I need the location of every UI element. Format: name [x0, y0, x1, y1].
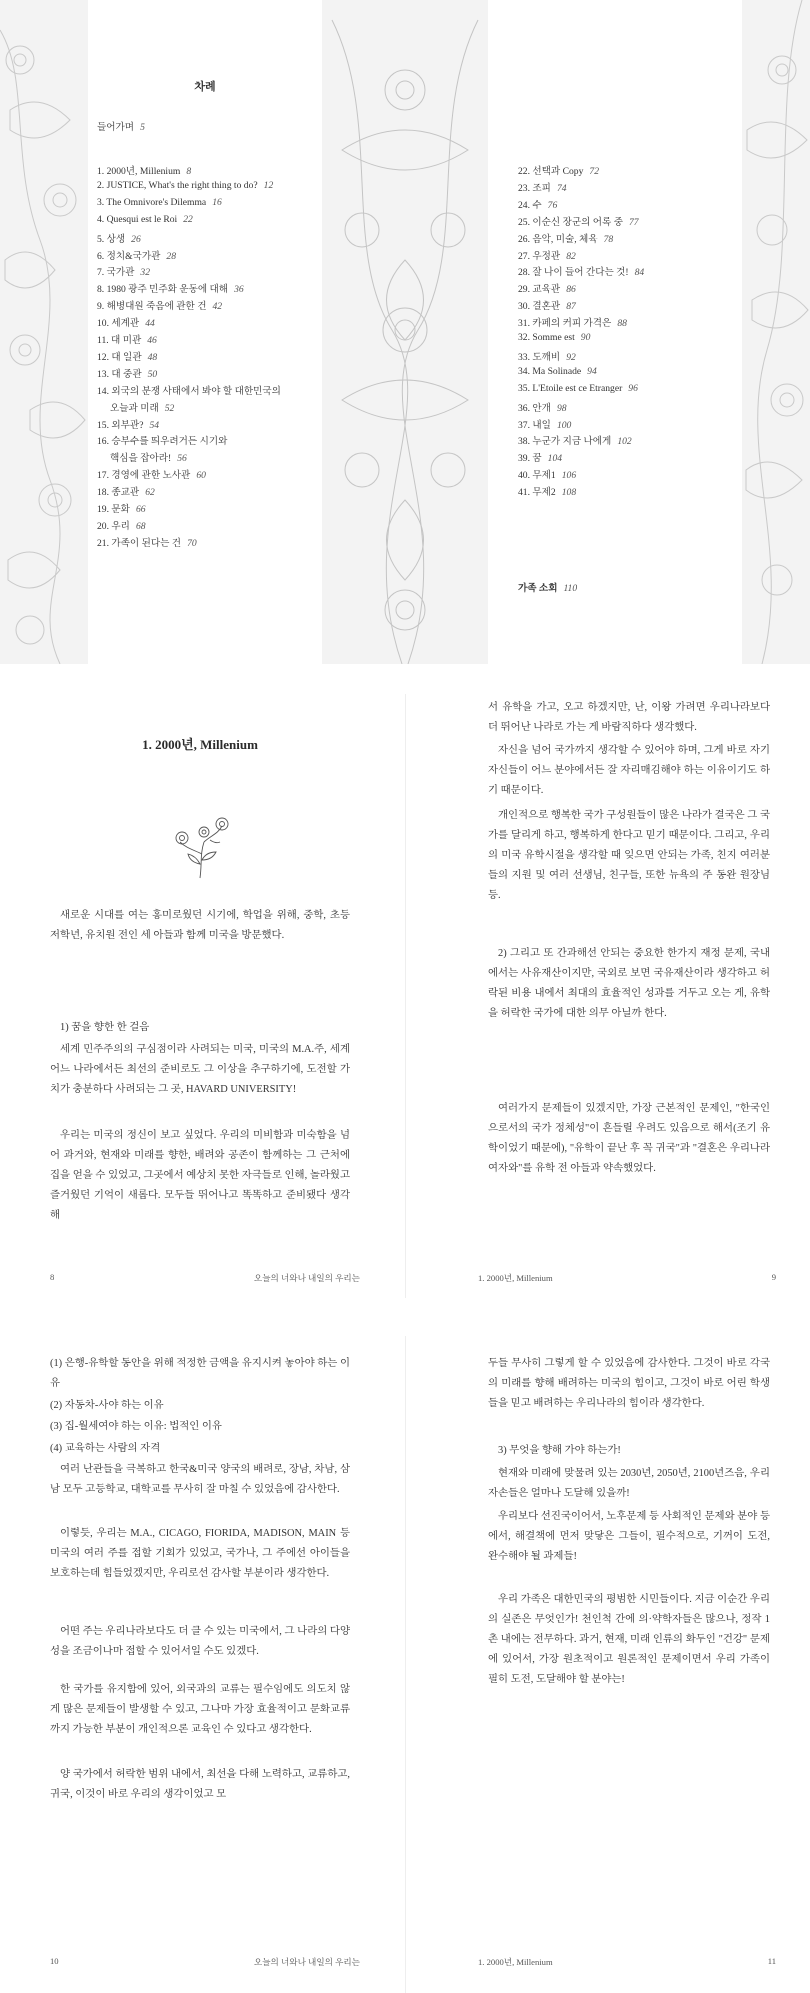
toc-entry-page: 26	[131, 233, 141, 245]
toc-entry-label: 28. 잘 나이 들어 간다는 것!	[518, 267, 629, 279]
body-paragraph: (4) 교육하는 사람의 자격	[50, 1443, 161, 1454]
body-paragraph: 2) 그리고 또 간과해선 안되는 중요한 한가지 재정 문제, 국내에서는 사유재산이지만, 국외로 보면 국유재산이라 생각하고 허락된 비용 내에서 최대의 효율적인 성과를 거두고 오는 게, 유학을 허락한 국가에 대한 의무 아닐까 한다.	[488, 948, 770, 1019]
toc-entry-label: 1. 2000년, Millenium	[97, 166, 181, 177]
toc-entry-page: 77	[629, 216, 639, 228]
toc-entry[interactable]	[97, 248, 176, 262]
toc-entry-page: 68	[135, 520, 146, 532]
toc-entry-label: 24. 수	[518, 199, 542, 211]
toc-entry-label: 14. 외국의 분쟁 사태에서 봐야 할 대한민국의	[97, 385, 281, 397]
toc-entry-page: 42	[212, 301, 223, 313]
toc-entry-label: 4. Quesqui est le Roi	[97, 213, 178, 225]
toc-entry[interactable]	[518, 450, 562, 464]
toc-entry-page: 76	[547, 199, 558, 211]
toc-entry-label: 41. 무제2	[518, 487, 556, 499]
toc-entry[interactable]	[518, 163, 599, 177]
toc-entry[interactable]	[518, 484, 576, 498]
toc-entry-label: 32. Somme est	[518, 332, 575, 343]
page-gutter	[405, 1336, 406, 1993]
toc-entry[interactable]	[97, 180, 273, 191]
toc-entry[interactable]	[97, 366, 157, 380]
toc-entry-label: 18. 종교관	[97, 487, 140, 499]
toc-entry-page: 32	[140, 267, 150, 279]
toc-entry-label: 16. 승부수를 띄우려거든 시기와	[97, 436, 228, 448]
toc-entry-page: 96	[628, 382, 638, 394]
toc-entry[interactable]	[97, 163, 191, 177]
toc-entry-label: 9. 해병대원 죽음에 관한 건	[97, 301, 207, 313]
toc-entry-label: 2. JUSTICE, What's the right thing to do?	[97, 179, 258, 191]
toc-right-page	[488, 0, 742, 664]
page-8	[50, 694, 360, 1298]
toc-entry-page: 56	[177, 453, 187, 465]
toc-entry-page: 78	[603, 233, 614, 245]
toc-entry[interactable]	[97, 298, 222, 312]
toc-entry-label: 3. The Omnivore's Dilemma	[97, 196, 207, 208]
toc-entry-intro[interactable]: 들어가며 5	[97, 122, 145, 133]
toc-entry-label: 39. 꿈	[518, 453, 542, 465]
toc-spread	[0, 0, 810, 664]
toc-entry-label: 10. 세계관	[97, 318, 140, 330]
toc-entry[interactable]	[97, 315, 155, 329]
toc-entry-label: 35. L'Etoile est ce Etranger	[518, 382, 623, 394]
body-paragraph: (2) 자동차-사야 하는 이유	[50, 1400, 164, 1411]
toc-entry-page: 84	[634, 267, 645, 279]
floral-decoration-icon	[322, 0, 488, 664]
page-gutter	[405, 694, 406, 1298]
page-number: 10	[50, 1956, 59, 1966]
toc-entry-page: 106	[561, 470, 577, 482]
body-paragraph: 서 유학을 가고, 오고 하겠지만, 난, 이왕 가려면 우리나라보다 더 뛰어난 나라로 가는 게 바람직하다 생각했다.	[488, 702, 770, 733]
running-header-chapter: 1. 2000년, Millenium	[478, 1957, 553, 1967]
floral-pattern-center	[322, 0, 488, 664]
toc-entry-label: 23. 조피	[518, 182, 551, 194]
toc-entry[interactable]	[97, 501, 146, 515]
toc-entry[interactable]	[97, 467, 206, 481]
floral-pattern-left	[0, 0, 88, 664]
toc-entry-family[interactable]: 가족 소회 110	[518, 583, 578, 594]
toc-entry-page: 46	[147, 335, 157, 346]
toc-entry[interactable]	[97, 417, 159, 431]
toc-entry-label: 11. 대 미관	[97, 335, 142, 346]
toc-entry[interactable]	[97, 214, 193, 225]
toc-entry-label: 38. 누군가 지금 나에게	[518, 436, 612, 448]
page-10	[50, 1336, 360, 1993]
chapter-spread-pages-8-9	[0, 694, 810, 1298]
toc-entry[interactable]	[518, 332, 590, 343]
toc-entry[interactable]	[518, 214, 639, 228]
toc-entry-page: 54	[149, 419, 160, 431]
body-paragraph: 3) 무엇을 향해 가야 하는가!	[498, 1445, 621, 1456]
toc-entry-page: 16	[212, 196, 222, 208]
toc-entry[interactable]	[97, 197, 222, 208]
toc-entry-page: 22	[183, 213, 193, 225]
toc-entry-label: 20. 우리	[97, 520, 130, 532]
toc-entry[interactable]	[518, 281, 576, 295]
toc-entry[interactable]	[518, 366, 597, 377]
page-number: 11	[767, 1956, 776, 1966]
body-paragraph: 한 국가를 유지함에 있어, 외국과의 교류는 필수임에도 의도치 않게 많은 문제들이 발생할 수 있고, 그나마 가장 효율적이고 문화교류까지 가능한 부분이 개인적으론 교육인 수 있다고 생각한다.	[50, 1684, 350, 1735]
toc-entry-page: 74	[556, 182, 567, 194]
toc-entry-page: 8	[186, 166, 192, 177]
toc-entry-label: 21. 가족이 된다는 건	[97, 537, 182, 549]
body-paragraph: 이렇듯, 우리는 M.A., CICAGO, FIORIDA, MADISON, MAIN 등 미국의 여러 주를 접할 기회가 있었고, 국가나, 그 주에선 아이들을 보호하는데 힘들었겠지만, 우리로선 감사할 부분이라 생각한다.	[50, 1528, 350, 1579]
toc-entry-label: 25. 이순신 장군의 어록 중	[518, 216, 623, 228]
toc-entry-page: 82	[566, 250, 576, 262]
toc-entry-label: 5. 상생	[97, 233, 126, 245]
toc-entry[interactable]	[518, 248, 576, 262]
body-paragraph: 양 국가에서 허락한 범위 내에서, 최선을 다해 노력하고, 교류하고, 귀국, 이것이 바로 우리의 생각이었고 모	[50, 1769, 350, 1800]
running-header-book-title: 오늘의 너와나 내일의 우리는	[253, 1273, 360, 1283]
toc-entry-label: 40. 무제1	[518, 470, 556, 482]
toc-entry[interactable]	[97, 231, 141, 245]
toc-entry-label: 오늘과 미래	[110, 402, 159, 414]
toc-entry[interactable]	[518, 349, 576, 363]
toc-entry[interactable]	[518, 383, 638, 394]
toc-entry[interactable]	[97, 281, 244, 295]
toc-entry-label: 30. 결혼관	[518, 301, 561, 313]
toc-entry[interactable]	[97, 535, 197, 549]
floral-pattern-right	[742, 0, 810, 664]
toc-entry-page: 48	[147, 351, 158, 363]
toc-entry-label: 15. 외부관?	[97, 419, 144, 431]
toc-entry-label: 26. 음악, 미술, 체육	[518, 233, 598, 245]
body-paragraph: 우리보다 선진국이어서, 노후문제 등 사회적인 문제와 분야 등에서, 해결책에 먼저 맞닿은 그들이, 필수적으로, 기꺼이 도전, 완수해야 될 과제들!	[488, 1511, 770, 1562]
toc-entry[interactable]	[518, 180, 567, 194]
toc-entry-label: 6. 정치&국가관	[97, 250, 161, 262]
body-paragraph: (3) 집-월세여야 하는 이유: 법적인 이유	[50, 1421, 222, 1432]
toc-entry-label: 36. 안개	[518, 402, 551, 414]
page-number: 9	[771, 1272, 776, 1282]
toc-entry-page: 66	[135, 504, 146, 515]
body-paragraph: 자신을 넘어 국가까지 생각할 수 있어야 하며, 그게 바로 자기 자신들이 어느 분야에서든 잘 자리매김해야 하는 이유이기도 하기 때문이다.	[488, 745, 770, 796]
running-header-chapter: 1. 2000년, Millenium	[478, 1273, 553, 1283]
toc-entry[interactable]	[97, 349, 157, 363]
page-9	[478, 694, 776, 1298]
toc-entry-page: 87	[566, 301, 576, 313]
toc-left-page	[88, 0, 322, 664]
body-paragraph: 개인적으로 행복한 국가 구성원들이 많은 나라가 결국은 그 국가를 달리게 하고, 행복하게 한다고 믿기 때문이다. 그리고, 우리의 미국 유학시절을 생각할 때 잊으면 안되는 가족, 친지 여러분들의 지원 및 여러 선생님, 친구들, 또한 뉴욕의 주 동완 원장님 등.	[488, 810, 770, 901]
toc-entry-label: 12. 대 일관	[97, 351, 142, 363]
toc-entry[interactable]	[97, 450, 187, 464]
toc-entry-page: 94	[587, 365, 597, 377]
toc-entry-label: 7. 국가관	[97, 267, 135, 279]
toc-entry-page: 72	[589, 166, 599, 177]
body-paragraph: 현재와 미래에 맞물려 있는 2030년, 2050년, 2100년즈음, 우리 자손들은 얼마나 도달해 있을까!	[488, 1468, 770, 1499]
floral-decoration-icon	[0, 0, 88, 664]
toc-entry-label: 17. 경영에 관한 노사관	[97, 470, 191, 482]
toc-entry-page: 90	[580, 332, 591, 343]
toc-entry[interactable]	[97, 518, 146, 532]
body-paragraph: 여러 난관들을 극복하고 한국&미국 양국의 배려로, 장남, 차남, 삼남 모두 고등학교, 대학교를 무사히 잘 마칠 수 있었음에 감사한다.	[50, 1464, 350, 1495]
running-header-book-title: 오늘의 너와나 내일의 우리는	[253, 1957, 360, 1967]
toc-entry-page: 60	[196, 470, 206, 482]
toc-entry-label: 37. 내일	[518, 419, 551, 431]
toc-entry-label: 8. 1980 광주 민주화 운동에 대해	[97, 284, 229, 296]
toc-entry-label: 33. 도깨비	[518, 351, 561, 363]
toc-entry-page: 92	[566, 351, 576, 363]
body-paragraph: 1) 꿈을 향한 한 걸음	[60, 1022, 150, 1033]
toc-title: 차례	[194, 81, 216, 93]
toc-entry-page: 88	[617, 318, 627, 330]
toc-entry-label: 19. 문화	[97, 504, 130, 515]
toc-entry[interactable]	[97, 433, 227, 447]
page-11	[478, 1336, 776, 1993]
toc-entry[interactable]	[97, 264, 150, 278]
toc-entry-page: 50	[147, 368, 158, 380]
toc-entry[interactable]	[518, 400, 567, 414]
toc-entry[interactable]	[518, 231, 613, 245]
toc-entry-label: 13. 대 중관	[97, 368, 142, 380]
chapter-spread-pages-10-11	[0, 1336, 810, 1993]
toc-entry[interactable]	[518, 264, 644, 278]
body-paragraph: 우리 가족은 대한민국의 평범한 시민들이다. 지금 이순간 우리의 실존은 무엇인가! 천인척 간에 의·약학자들은 많으나, 정작 1촌 내에는 전무하다. 과거, 현재, 미래 인류의 화두인 "건강" 문제에 있어서, 가장 원초적이고 원론적인 문제이면서 우리 가족이 필히 도전, 도달해야 할 분야는!	[488, 1594, 770, 1685]
toc-entry-label: 22. 선택과 Copy	[518, 166, 584, 177]
toc-entry-label: 31. 카페의 커피 가격은	[518, 318, 612, 330]
toc-entry-page: 36	[234, 284, 244, 296]
toc-entry-page: 102	[617, 436, 632, 448]
body-paragraph: (1) 은행-유학할 동안을 위해 적정한 금액을 유지시켜 놓아야 하는 이유	[50, 1358, 350, 1389]
toc-entry-page: 86	[566, 284, 576, 296]
toc-entry-page: 100	[556, 419, 572, 431]
toc-entry-page: 44	[145, 318, 155, 330]
toc-entry-label: 34. Ma Solinade	[518, 365, 582, 377]
toc-entry-page: 28	[166, 250, 176, 262]
body-paragraph: 어떤 주는 우리나라보다도 더 클 수 있는 미국에서, 그 나라의 다양성을 조금이나마 접할 수 있어서일 수도 있겠다.	[50, 1626, 350, 1657]
toc-entry-label: 핵심을 잡아라!	[110, 453, 172, 465]
body-paragraph: 여러가지 문제들이 있겠지만, 가장 근본적인 문제인, "한국인으로서의 국가 정체성"이 흔들릴 우려도 있음으로 해서(조기 유학이었기 때문에), "유학이 끝난 후 꼭 귀국"과 "결혼은 우리나라 여자와"를 유학 전 아들과 약속했었다.	[488, 1103, 770, 1174]
toc-entry-label: 29. 교육관	[518, 284, 561, 296]
toc-entry[interactable]	[518, 417, 571, 431]
toc-entry-page: 52	[164, 402, 175, 414]
body-paragraph: 우리는 미국의 정신이 보고 싶었다. 우리의 미비함과 미숙함을 넘어 과거와, 현재와 미래를 향한, 배려와 공존이 함께하는 그 근처에 집을 얻을 수 있었고, 그곳에서 예상치 못한 자극들로 인해, 놀라웠고 즐거웠던 기억이 새롭다. 모두들 뛰어나고 똑똑하고 준비됐다 생각해	[50, 1130, 350, 1221]
chapter-title: 1. 2000년, Millenium	[142, 737, 258, 752]
page-number: 8	[50, 1272, 55, 1282]
toc-entry-page: 62	[145, 487, 155, 499]
floral-decoration-icon	[742, 0, 810, 664]
toc-entry-page: 104	[547, 453, 563, 465]
toc-entry[interactable]	[97, 484, 155, 498]
toc-entry[interactable]	[518, 433, 632, 447]
toc-entry[interactable]	[97, 383, 281, 397]
toc-entry[interactable]	[518, 315, 627, 329]
toc-entry-page: 12	[263, 179, 274, 191]
body-paragraph: 세계 민주주의의 구심점이라 사려되는 미국, 미국의 M.A.주, 세계 어느 나라에서든 최선의 준비로도 그 이상을 추구하기에, 도전할 가치가 충분하다 사려되는 그 곳, HAVARD UNIVERSITY!	[50, 1044, 350, 1095]
toc-entry[interactable]	[518, 298, 576, 312]
toc-entry-label: 27. 우정관	[518, 250, 561, 262]
body-paragraph: 새로운 시대를 여는 홍미로웠던 시기에, 학업을 위해, 중학, 초등 저학년, 유치원 전인 세 아들과 함께 미국을 방문했다.	[50, 910, 350, 941]
toc-entry-page: 98	[556, 402, 567, 414]
toc-entry[interactable]	[97, 332, 157, 346]
toc-entry-page: 70	[187, 537, 197, 549]
body-paragraph: 두들 무사히 그렇게 할 수 있었음에 감사한다. 그것이 바로 각국의 미래를 향해 배려하는 미국의 힘이고, 그것이 바로 어린 학생들을 믿고 배려하는 우리나라의 힘이라 생각한다.	[488, 1358, 770, 1409]
toc-entry-page: 108	[561, 487, 577, 499]
toc-entry[interactable]	[97, 400, 174, 414]
flower-sketch-icon	[170, 814, 234, 880]
toc-entry[interactable]	[518, 467, 576, 481]
toc-entry[interactable]	[518, 197, 557, 211]
